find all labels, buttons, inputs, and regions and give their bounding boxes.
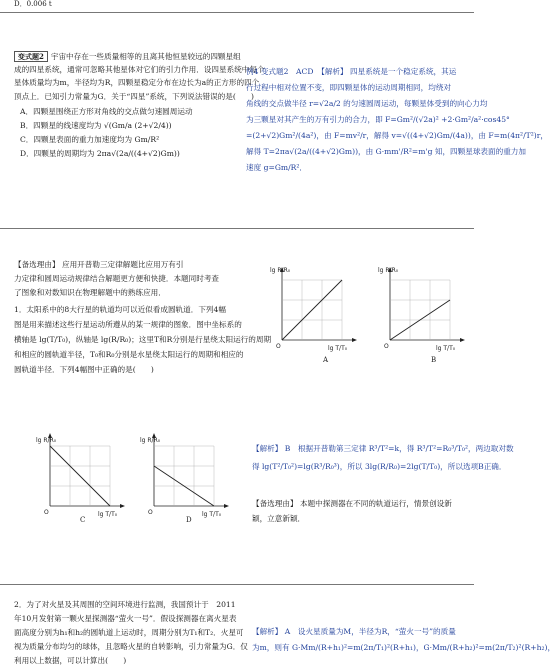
reason-line-3: 了图象和对数知识在物理解题中的熟练应用． — [14, 288, 166, 297]
graph-b-ylabel: lg R/R₀ — [378, 267, 399, 274]
graph-d-letter: D — [186, 516, 192, 524]
q1-line-4: 和相应的圆轨道半径，T₀和R₀分别是水星绕太阳运行的周期和相应的 — [14, 350, 244, 359]
graph-c-letter: C — [80, 516, 86, 524]
reason2-line-2: 颖，立意新颖． — [252, 514, 306, 523]
graph-d-ylabel: lg R/R₀ — [140, 437, 161, 444]
question-1 — [14, 302, 272, 382]
question-line-1: 变式题2 宇宙中存在一些质量相等的且离其他恒星较远的四颗星组 — [14, 50, 240, 63]
answer-line-6: 解得 T=2πa√(2a/((4+√2)Gm))，由 G·mm'/R²=m'g 知，四颗星球表面的重力加 — [246, 147, 526, 156]
question-variant-2 — [14, 50, 265, 200]
q2-line-2: 年10月发射第一颗火星探测器“萤火一号”．假设探测器在离火星表 — [14, 614, 237, 623]
reason-1 — [14, 258, 240, 300]
graph-a-ylabel: lg R/R₀ — [270, 267, 291, 274]
answer-2 — [252, 624, 555, 670]
ans2-line-1: 【解析】 A 设火星质量为M，半径为R，“萤火一号”的质量 — [252, 627, 456, 636]
question-line-4: 顶点上．已知引力常量为G．关于“四星”系统，下列说法错误的是( ) — [14, 91, 254, 101]
answer-1 — [252, 440, 514, 484]
ans1-line-1: 【解析】 B 根据开普勒第三定律 R³/T²=k，得 R³/T²=R₀³/T₀²，两边取对数 — [252, 444, 514, 453]
graph-d-xlabel: lg T/T₀ — [202, 511, 222, 518]
ans1-line-2: 得 lg(T²/T₀²)=lg(R³/R₀³)，所以 3lg(R/R₀)=2lg(T/T₀)，所以选项B正确． — [252, 462, 507, 471]
graph-c — [36, 430, 128, 520]
option-c: C．四颗星表面的重力加速度均为 Gm/R² — [20, 134, 160, 144]
divider-bottom — [0, 584, 474, 585]
q2-line-4: 视为质量分布均匀的球体，且忽略火星的自转影响，引力常量为G．仅 — [14, 642, 248, 651]
q1-line-1: 1．太阳系中的8大行星的轨道均可以近似看成圆轨道．下列4幅 — [14, 305, 226, 314]
answer-line-2: 行过程中相对位置不变，即四颗星体的运动周期相同，均绕对 — [246, 83, 452, 92]
top-fragment-panel — [14, 0, 214, 8]
answer-line-7: 速度 g=Gm/R²． — [246, 163, 308, 172]
top-fragment-text: D．0.006 t — [14, 0, 52, 8]
option-d: D．四颗星的周期均为 2πa√(2a/((4+√2)Gm)) — [20, 148, 180, 158]
graph-c-ylabel: lg R/R₀ — [36, 437, 57, 444]
option-a: A．四颗星围绕正方形对角线的交点做匀速圆周运动 — [20, 106, 193, 116]
divider-middle — [0, 228, 474, 229]
answer-variant-2 — [246, 64, 548, 214]
answer-line-5: =(2+√2)Gm²/(4a²)，由 F=mv²/r，解得 v=√((4+√2)Gm/(4a))，由 F=m(4π²/T²)r， — [246, 131, 548, 140]
graph-b-xlabel: lg T/T₀ — [436, 345, 456, 352]
q2-line-3: 面高度分别为h₁和h₂的圆轨道上运动时，周期分别为T₁和T₂．火星可 — [14, 628, 244, 637]
reason2-line-1: 【备选理由】 本题中探测器在不同的轨道运行，情景创设新 — [252, 499, 452, 508]
graph-c-origin: O — [44, 509, 49, 516]
graph-d-origin: O — [148, 509, 153, 516]
q2-line-5: 利用以上数据，可以计算出( ) — [14, 656, 127, 665]
variant-tag: 变式题2 — [14, 51, 48, 62]
q2-line-1: 2．为了对火星及其周围的空间环境进行监测，我国预计于 2011 — [14, 600, 236, 609]
graph-b — [378, 262, 468, 354]
q1-line-3: 横轴是 lg(T/T₀)，纵轴是 lg(R/R₀)；这里T和R分别是行星绕太阳运行的周期 — [14, 335, 272, 344]
q1-line-5: 圆轨道半径．下列4幅图中正确的是( ) — [14, 365, 154, 374]
reason-line-2: 力定律和圆周运动规律结合解题更方便和快捷．本题同时考查 — [14, 274, 220, 283]
answer-line-3: 角线的交点做半径 r=√2a/2 的匀速圆周运动，每颗星体受到的向心力均 — [246, 99, 488, 108]
divider-top — [0, 12, 474, 13]
answer-line-4: 为三颗星对其产生的万有引力的合力，即 F=Gm²/(√2a)² +2·Gm²/a²·cos45° — [246, 115, 510, 124]
reason-line-1: 【备选理由】 应用开普勒三定律解题比应用万有引 — [14, 260, 184, 269]
question-line-3: 星体质量均为m，半径均为R，四颗星稳定分布在边长为a的正方形的四个 — [14, 78, 260, 88]
reason-2 — [252, 496, 468, 528]
graph-a-xlabel: lg T/T₀ — [328, 345, 348, 352]
graph-b-origin: O — [384, 343, 389, 350]
ans2-line-2: 为m，则有 G·Mm/(R+h₁)²=m(2π/T₁)²(R+h₁)，G·Mm/(R+h₂)²=m(2π/T₂)²(R+h₂)， — [252, 643, 555, 652]
graph-a-letter: A — [323, 356, 329, 364]
question-2 — [14, 598, 248, 670]
question-line-2: 成的四星系统，通常可忽略其他星体对它们的引力作用．设四星系统中每个 — [14, 65, 265, 75]
graph-a-origin: O — [276, 343, 281, 350]
graph-a — [270, 262, 360, 354]
graph-d — [140, 430, 232, 520]
graph-c-xlabel: lg T/T₀ — [98, 511, 118, 518]
q1-line-2: 图是用来描述这些行星运动所遵从的某一规律的图象．图中坐标系的 — [14, 320, 242, 329]
answer-line-1: 例4 变式题2 ACD 【解析】 四星系统是一个稳定系统，其运 — [246, 67, 457, 76]
option-b: B．四颗星的线速度均为 √(Gm/a (2+√2/4)) — [20, 120, 172, 130]
graph-b-letter: B — [431, 356, 437, 364]
